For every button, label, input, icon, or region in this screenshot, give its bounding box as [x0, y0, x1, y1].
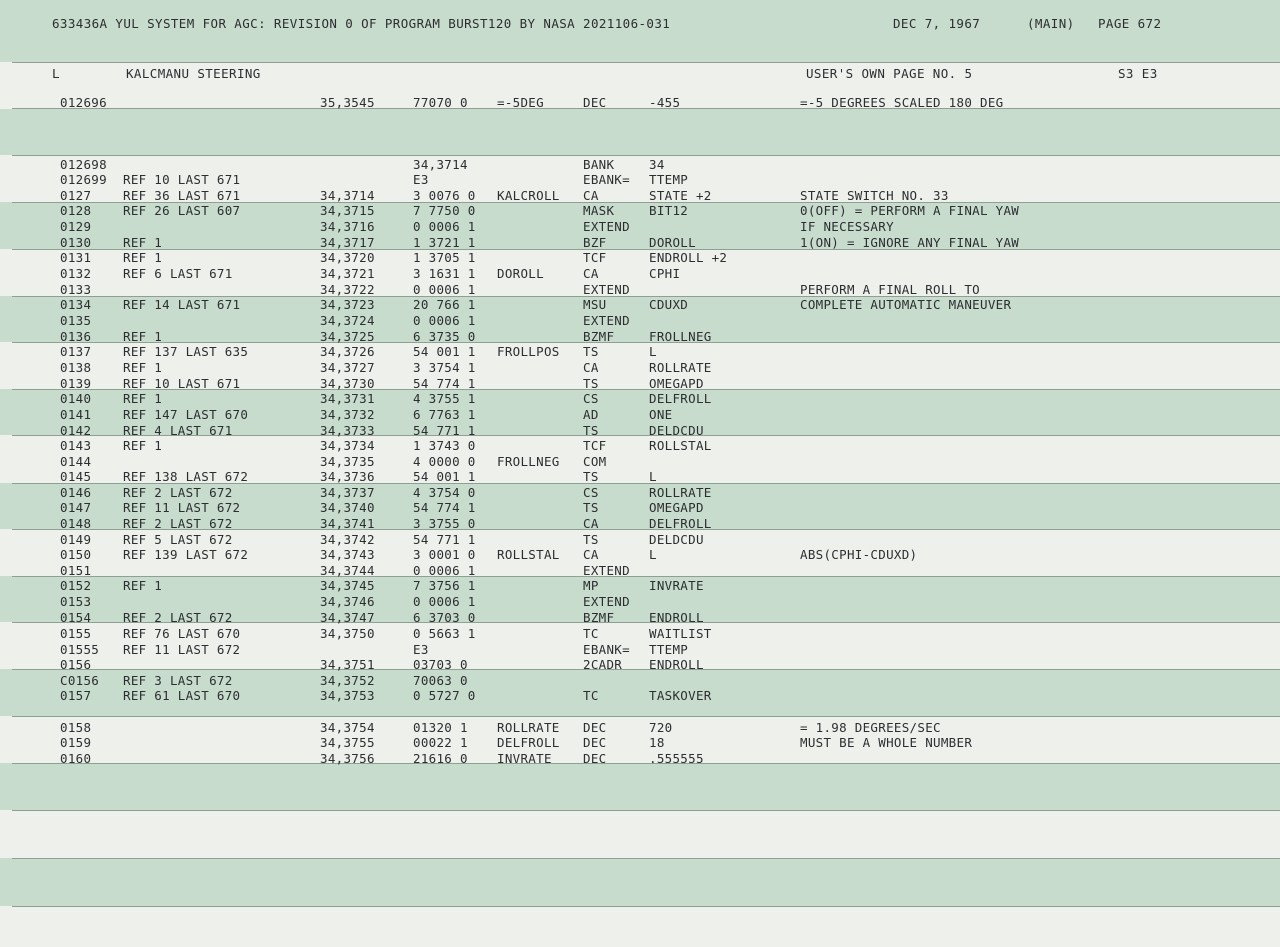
address: 34,3740	[320, 500, 375, 515]
address: 34,3723	[320, 297, 375, 312]
address: 34,3714	[320, 188, 375, 203]
operand: WAITLIST	[649, 626, 712, 641]
listing-row	[0, 594, 1280, 610]
opcode: DEC	[583, 720, 607, 735]
listing-row	[0, 626, 1280, 642]
opcode: MP	[583, 578, 599, 593]
line-number: 012696	[60, 95, 107, 110]
cross-reference: REF 36 LAST 671	[123, 188, 241, 203]
address: 34,3756	[320, 751, 375, 766]
opcode: EXTEND	[583, 594, 630, 609]
listing-row	[0, 250, 1280, 266]
octal-code: 34,3714	[413, 157, 468, 172]
address: 34,3744	[320, 563, 375, 578]
opcode: TC	[583, 688, 599, 703]
line-number: 0160	[60, 751, 92, 766]
address: 34,3746	[320, 594, 375, 609]
listing-row	[0, 735, 1280, 751]
listing-row	[0, 438, 1280, 454]
opcode: CA	[583, 547, 599, 562]
opcode: TS	[583, 423, 599, 438]
line-number: 012698	[60, 157, 107, 172]
operand: TTEMP	[649, 642, 689, 657]
line-number: 0157	[60, 688, 92, 703]
page-number: PAGE 672	[1098, 16, 1162, 31]
octal-code: 0 0006 1	[413, 282, 476, 297]
bank-code: S3 E3	[1118, 66, 1158, 81]
listing-row	[0, 157, 1280, 173]
cross-reference: REF 76 LAST 670	[123, 626, 241, 641]
octal-code: E3	[413, 172, 429, 187]
listing-row	[0, 203, 1280, 219]
symbol-label: INVRATE	[497, 751, 552, 766]
line-number: 0155	[60, 626, 92, 641]
opcode: DEC	[583, 751, 607, 766]
opcode: TS	[583, 532, 599, 547]
opcode: TCF	[583, 250, 607, 265]
opcode: TS	[583, 500, 599, 515]
address: 34,3742	[320, 532, 375, 547]
address: 34,3736	[320, 469, 375, 484]
listing-row	[0, 266, 1280, 282]
line-number: 0153	[60, 594, 92, 609]
listing-row	[0, 500, 1280, 516]
listing-row	[0, 407, 1280, 423]
line-number: 0144	[60, 454, 92, 469]
address: 34,3755	[320, 735, 375, 750]
octal-code: 54 774 1	[413, 376, 476, 391]
address: 34,3735	[320, 454, 375, 469]
octal-code: 70063 0	[413, 673, 468, 688]
octal-code: 0 0006 1	[413, 313, 476, 328]
listing-row	[0, 329, 1280, 345]
octal-code: 77070 0	[413, 95, 468, 110]
opcode: EXTEND	[583, 282, 630, 297]
octal-code: 4 3755 1	[413, 391, 476, 406]
listing-row	[0, 563, 1280, 579]
octal-code: 0 5727 0	[413, 688, 476, 703]
opcode: EXTEND	[583, 313, 630, 328]
octal-code: 0 0006 1	[413, 594, 476, 609]
symbol-label: KALCROLL	[497, 188, 560, 203]
cross-reference: REF 1	[123, 391, 163, 406]
line-number: 0128	[60, 203, 92, 218]
opcode: DEC	[583, 95, 607, 110]
symbol-label: ROLLSTAL	[497, 547, 560, 562]
listing-row	[0, 516, 1280, 532]
address: 34,3730	[320, 376, 375, 391]
address: 34,3716	[320, 219, 375, 234]
address: 34,3751	[320, 657, 375, 672]
listing-row	[0, 95, 1280, 111]
octal-code: 1 3743 0	[413, 438, 476, 453]
address: 34,3754	[320, 720, 375, 735]
listing-row	[0, 578, 1280, 594]
listing-row	[0, 610, 1280, 626]
operand: DOROLL	[649, 235, 696, 250]
listing-row	[0, 657, 1280, 673]
line-number: 0131	[60, 250, 92, 265]
listing-row	[0, 423, 1280, 439]
address: 34,3717	[320, 235, 375, 250]
operand: FROLLNEG	[649, 329, 712, 344]
address: 34,3727	[320, 360, 375, 375]
line-number: C0156	[60, 673, 100, 688]
line-number: 0147	[60, 500, 92, 515]
listing-row	[0, 469, 1280, 485]
cross-reference: REF 11 LAST 672	[123, 500, 241, 515]
opcode: CA	[583, 266, 599, 281]
address: 34,3715	[320, 203, 375, 218]
listing-row	[0, 344, 1280, 360]
operand: ENDROLL	[649, 610, 704, 625]
comment: IF NECESSARY	[800, 219, 894, 234]
opcode: MASK	[583, 203, 615, 218]
comment: 1(ON) = IGNORE ANY FINAL YAW	[800, 235, 1020, 250]
cross-reference: REF 2 LAST 672	[123, 485, 233, 500]
octal-code: 54 771 1	[413, 532, 476, 547]
octal-code: 3 1631 1	[413, 266, 476, 281]
octal-code: 4 3754 0	[413, 485, 476, 500]
opcode: TS	[583, 344, 599, 359]
comment: PERFORM A FINAL ROLL TO	[800, 282, 980, 297]
cross-reference: REF 10 LAST 671	[123, 376, 241, 391]
operand: STATE +2	[649, 188, 712, 203]
operand: DELFROLL	[649, 391, 712, 406]
listing-row	[0, 642, 1280, 658]
line-number: 0158	[60, 720, 92, 735]
cross-reference: REF 147 LAST 670	[123, 407, 249, 422]
listing-row	[0, 720, 1280, 736]
operand: 34	[649, 157, 665, 172]
cross-reference: REF 1	[123, 438, 163, 453]
octal-code: 54 774 1	[413, 500, 476, 515]
line-number: 0159	[60, 735, 92, 750]
line-number: 0150	[60, 547, 92, 562]
operand: L	[649, 344, 657, 359]
line-number: 0129	[60, 219, 92, 234]
listing-row	[0, 360, 1280, 376]
octal-code: E3	[413, 642, 429, 657]
listing-row	[0, 219, 1280, 235]
opcode: TC	[583, 626, 599, 641]
opcode: 2CADR	[583, 657, 623, 672]
address: 34,3726	[320, 344, 375, 359]
octal-code: 01320 1	[413, 720, 468, 735]
operand: CPHI	[649, 266, 681, 281]
comment: COMPLETE AUTOMATIC MANEUVER	[800, 297, 1012, 312]
octal-code: 3 3755 0	[413, 516, 476, 531]
opcode: CA	[583, 516, 599, 531]
operand: CDUXD	[649, 297, 689, 312]
line-number: 0141	[60, 407, 92, 422]
line-number: 0139	[60, 376, 92, 391]
octal-code: 7 7750 0	[413, 203, 476, 218]
address: 34,3722	[320, 282, 375, 297]
operand: TASKOVER	[649, 688, 712, 703]
octal-code: 20 766 1	[413, 297, 476, 312]
octal-code: 00022 1	[413, 735, 468, 750]
octal-code: 03703 0	[413, 657, 468, 672]
listing-title: 633436A YUL SYSTEM FOR AGC: REVISION 0 OF PROGRAM BURST120 BY NASA 2021106-031	[52, 16, 671, 31]
operand: DELDCDU	[649, 532, 704, 547]
cross-reference: REF 138 LAST 672	[123, 469, 249, 484]
listing-row	[0, 532, 1280, 548]
opcode: TS	[583, 469, 599, 484]
line-number: 0136	[60, 329, 92, 344]
operand: OMEGAPD	[649, 376, 704, 391]
address: 34,3743	[320, 547, 375, 562]
operand: .555555	[649, 751, 704, 766]
cross-reference: REF 139 LAST 672	[123, 547, 249, 562]
octal-code: 21616 0	[413, 751, 468, 766]
opcode: AD	[583, 407, 599, 422]
operand: L	[649, 469, 657, 484]
line-number: 0151	[60, 563, 92, 578]
line-number: 0146	[60, 485, 92, 500]
address: 34,3725	[320, 329, 375, 344]
operand: ROLLSTAL	[649, 438, 712, 453]
symbol-label: DELFROLL	[497, 735, 560, 750]
cross-reference: REF 3 LAST 672	[123, 673, 233, 688]
listing-row	[0, 313, 1280, 329]
listing-row	[0, 547, 1280, 563]
address: 34,3750	[320, 626, 375, 641]
listing-row	[0, 391, 1280, 407]
address: 34,3733	[320, 423, 375, 438]
symbol-label: FROLLNEG	[497, 454, 560, 469]
operand: TTEMP	[649, 172, 689, 187]
octal-code: 3 0001 0	[413, 547, 476, 562]
address: 34,3732	[320, 407, 375, 422]
listing-row	[0, 235, 1280, 251]
opcode: CS	[583, 391, 599, 406]
octal-code: 6 7763 1	[413, 407, 476, 422]
symbol-label: =-5DEG	[497, 95, 544, 110]
opcode: EBANK=	[583, 642, 630, 657]
opcode: BZMF	[583, 329, 615, 344]
opcode: CA	[583, 188, 599, 203]
users-page-number: USER'S OWN PAGE NO. 5	[806, 66, 973, 81]
operand: -455	[649, 95, 681, 110]
octal-code: 6 3735 0	[413, 329, 476, 344]
opcode: EXTEND	[583, 563, 630, 578]
octal-code: 3 0076 0	[413, 188, 476, 203]
listing-row	[0, 485, 1280, 501]
line-number: 0156	[60, 657, 92, 672]
octal-code: 3 3754 1	[413, 360, 476, 375]
operand: ENDROLL	[649, 657, 704, 672]
opcode: EXTEND	[583, 219, 630, 234]
line-number: 0145	[60, 469, 92, 484]
address: 34,3737	[320, 485, 375, 500]
address: 34,3731	[320, 391, 375, 406]
symbol-label: DOROLL	[497, 266, 544, 281]
octal-code: 4 0000 0	[413, 454, 476, 469]
cross-reference: REF 14 LAST 671	[123, 297, 241, 312]
listing-row	[0, 188, 1280, 204]
opcode: TCF	[583, 438, 607, 453]
comment: 0(OFF) = PERFORM A FINAL YAW	[800, 203, 1020, 218]
line-number: 0137	[60, 344, 92, 359]
cross-reference: REF 2 LAST 672	[123, 610, 233, 625]
cross-reference: REF 4 LAST 671	[123, 423, 233, 438]
cross-reference: REF 1	[123, 250, 163, 265]
address: 34,3747	[320, 610, 375, 625]
line-number: 0130	[60, 235, 92, 250]
opcode: BANK	[583, 157, 615, 172]
address: 34,3734	[320, 438, 375, 453]
comment: ABS(CPHI-CDUXD)	[800, 547, 918, 562]
octal-code: 0 0006 1	[413, 563, 476, 578]
operand: ENDROLL +2	[649, 250, 728, 265]
cross-reference: REF 1	[123, 360, 163, 375]
operand: ROLLRATE	[649, 485, 712, 500]
line-number: 0133	[60, 282, 92, 297]
line-number: 0138	[60, 360, 92, 375]
cross-reference: REF 2 LAST 672	[123, 516, 233, 531]
line-number: 0154	[60, 610, 92, 625]
line-number: 0149	[60, 532, 92, 547]
opcode: MSU	[583, 297, 607, 312]
line-number: 0143	[60, 438, 92, 453]
address: 34,3741	[320, 516, 375, 531]
listing-date: DEC 7, 1967	[893, 16, 981, 31]
comment: MUST BE A WHOLE NUMBER	[800, 735, 973, 750]
operand: DELFROLL	[649, 516, 712, 531]
listing-row	[0, 282, 1280, 298]
address: 34,3724	[320, 313, 375, 328]
cross-reference: REF 1	[123, 578, 163, 593]
octal-code: 1 3721 1	[413, 235, 476, 250]
line-number: 012699	[60, 172, 107, 187]
log-mark: L	[52, 66, 60, 81]
listing-row	[0, 673, 1280, 689]
operand: ONE	[649, 407, 673, 422]
comment: STATE SWITCH NO. 33	[800, 188, 949, 203]
opcode: COM	[583, 454, 607, 469]
opcode: BZMF	[583, 610, 615, 625]
octal-code: 7 3756 1	[413, 578, 476, 593]
operand: OMEGAPD	[649, 500, 704, 515]
operand: INVRATE	[649, 578, 704, 593]
opcode: TS	[583, 376, 599, 391]
listing-row	[0, 172, 1280, 188]
line-number: 0134	[60, 297, 92, 312]
opcode: DEC	[583, 735, 607, 750]
address: 34,3720	[320, 250, 375, 265]
line-number: 0140	[60, 391, 92, 406]
cross-reference: REF 1	[123, 329, 163, 344]
listing-row	[0, 297, 1280, 313]
operand: 720	[649, 720, 673, 735]
octal-code: 54 001 1	[413, 469, 476, 484]
operand: L	[649, 547, 657, 562]
cross-reference: REF 1	[123, 235, 163, 250]
listing-section: (MAIN)	[1027, 16, 1075, 31]
line-number: 0152	[60, 578, 92, 593]
comment: =-5 DEGREES SCALED 180 DEG	[800, 95, 1004, 110]
octal-code: 0 5663 1	[413, 626, 476, 641]
cross-reference: REF 61 LAST 670	[123, 688, 241, 703]
address: 34,3753	[320, 688, 375, 703]
address: 34,3752	[320, 673, 375, 688]
octal-code: 54 001 1	[413, 344, 476, 359]
address: 35,3545	[320, 95, 375, 110]
operand: 18	[649, 735, 665, 750]
line-number: 0148	[60, 516, 92, 531]
octal-code: 54 771 1	[413, 423, 476, 438]
line-number: 0132	[60, 266, 92, 281]
address: 34,3721	[320, 266, 375, 281]
octal-code: 6 3703 0	[413, 610, 476, 625]
operand: BIT12	[649, 203, 689, 218]
opcode: EBANK=	[583, 172, 630, 187]
opcode: CS	[583, 485, 599, 500]
line-number: 0127	[60, 188, 92, 203]
listing-row	[0, 751, 1280, 767]
log-section-title: KALCMANU STEERING	[126, 66, 261, 81]
line-number: 0135	[60, 313, 92, 328]
address: 34,3745	[320, 578, 375, 593]
line-number: 0142	[60, 423, 92, 438]
symbol-label: FROLLPOS	[497, 344, 560, 359]
operand: ROLLRATE	[649, 360, 712, 375]
octal-code: 1 3705 1	[413, 250, 476, 265]
cross-reference: REF 11 LAST 672	[123, 642, 241, 657]
octal-code: 0 0006 1	[413, 219, 476, 234]
opcode: BZF	[583, 235, 607, 250]
listing-row	[0, 376, 1280, 392]
listing-row	[0, 688, 1280, 704]
opcode: CA	[583, 360, 599, 375]
cross-reference: REF 137 LAST 635	[123, 344, 249, 359]
cross-reference: REF 10 LAST 671	[123, 172, 241, 187]
listing-row	[0, 454, 1280, 470]
operand: DELDCDU	[649, 423, 704, 438]
cross-reference: REF 6 LAST 671	[123, 266, 233, 281]
line-number: 01555	[60, 642, 100, 657]
comment: = 1.98 DEGREES/SEC	[800, 720, 941, 735]
cross-reference: REF 26 LAST 607	[123, 203, 241, 218]
symbol-label: ROLLRATE	[497, 720, 560, 735]
cross-reference: REF 5 LAST 672	[123, 532, 233, 547]
